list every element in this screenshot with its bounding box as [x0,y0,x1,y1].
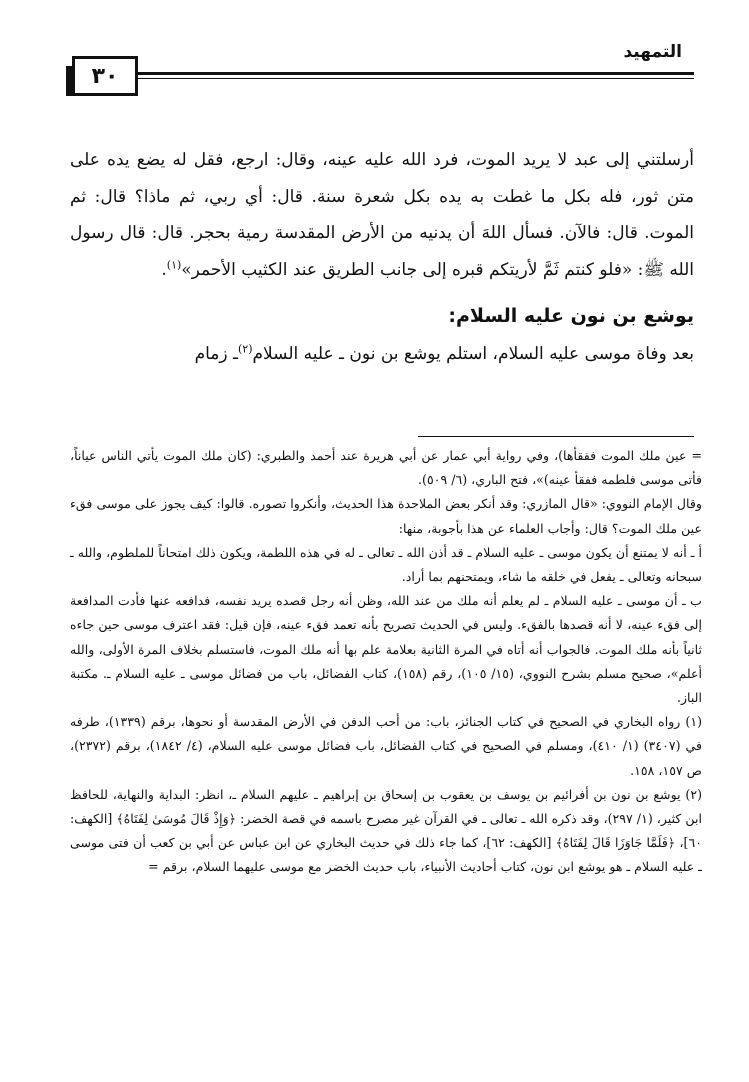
page-number: ٣٠ [72,56,138,96]
footnote-ref: (٢) [237,342,253,356]
header-rule [138,72,694,75]
page-header [72,38,694,108]
footnote-ref: (١) [166,257,182,271]
header-rule-thin [138,78,694,79]
paragraph-end: . [161,259,167,280]
main-text [70,142,694,373]
paragraph-end: ـ زمام [194,344,238,364]
footnote-continuation: = عين ملك الموت ففقأها)، وفي رواية أبي عمار عن أبي هريرة عند أحمد والطبري: (كان ملك الموت يأتي الناس عياناً، فأتى موسى فلطمه ففقأ عينه)»، فتح الباري، (٦/ ٥٠٩). [70,448,702,488]
footnote-continuation: وقال الإمام النووي: «قال المازري: وقد أنكر بعض الملاحدة هذا الحديث، وأنكروا تصوره. قالوا: كيف يجوز على موسى فقء عين ملك الموت؟ قال: وأجاب العلماء عن هذا بأجوبة، منها: [70,496,702,536]
footnotes [70,444,702,880]
footnote-continuation: أ ـ أنه لا يمتنع أن يكون موسى ـ عليه السلام ـ قد أذن الله ـ تعالى ـ له في هذه اللطمة، ويكون ذلك امتحاناً للملطوم، والله ـ سبحانه وتعالى ـ يفعل في خلقه ما شاء، ويمتحنهم بما أراد. [70,544,702,585]
footnote-continuation: ب ـ أن موسى ـ عليه السلام ـ لم يعلم أنه ملك من عند الله، وظن أنه رجل قصده يريد نفسه، فدافعه عنها فأدت المدافعة إلى فقء عينه، لا أنه قصدها بالفقء. وليس في الحديث تصريح بأنه تعمد فقء عينه، فإن قيل: فقد اعترف موسى حين جاءه ثانياً بأنه ملك الموت. فالجواب أنه أتاه في المرة الثانية بعلامة علم بها أنه ملك الموت، فاستسلم بخلاف المرة الأولى، والله أعلم»، صحيح مسلم بشرح النووي، (١٥/ ١٠٥)، رقم (١٥٨)، كتاب الفضائل، باب من فضائل موسى ـ عليه السلام ـ. مكتبة الباز. [70,593,703,706]
footnote-1: (١) رواه البخاري في الصحيح في كتاب الجنائز، باب: من أحب الدفن في الأرض المقدسة أو نحوها، برقم (١٣٣٩)، طرفه في (٣٤٠٧) (١/ ٤١٠)، ومسلم في الصحيح في كتاب الفضائل، باب فضائل موسى عليه السلام، (٤/ ١٨٤٢)، برقم (٢٣٧٢)، ص ١٥٧، ١٥٨. [70,714,702,778]
footnote-separator [418,436,694,437]
paragraph [70,142,694,288]
paragraph [70,336,694,373]
paragraph-text: بعد وفاة موسى عليه السلام، استلم يوشع بن نون ـ عليه السلام [252,344,694,364]
footnote-2: (٢) يوشع بن نون بن أفرائيم بن يوسف بن يعقوب بن إسحاق بن إبراهيم ـ عليهم السلام ـ، انظر: البداية والنهاية، للحافظ ابن كثير، (١/ ٢٩٧)، وقد ذكره الله ـ تعالى ـ في القرآن غير مصرح باسمه في قصة الخضر: ﴿وَإِذْ قَالَ مُوسَىٰ لِفَتَاهُ﴾ [الكهف: ٦٠]، ﴿فَلَمَّا جَاوَزَا قَالَ لِفَتَاهُ﴾ [الكهف: ٦٢]، كما جاء ذلك في حديث البخاري عن ابن عباس عن أبي بن كعب أن فتى موسى ـ عليه السلام ـ هو يوشع ابن نون، كتاب أحاديث الأنبياء، باب حديث الخضر مع موسى عليهما السلام، برقم = [70,786,702,875]
paragraph-text: أرسلتني إلى عبد لا يريد الموت، فرد الله عليه عينه، وقال: ارجع، فقل له يضع يده على متن ثور، فله بكل ما غطت به يده بكل شعرة سنة. قال: أي ربي، ثم ماذا؟ قال: ثم الموت. قال: فالآن. فسأل اللهَ أن يدنيه من الأرض المقدسة رمية بحجر. قال: قال رسول الله ﷺ: «فلو كنتم ثَمَّ لأريتكم قبره إلى جانب الطريق عند الكثيب الأحمر» [70,150,694,280]
section-heading: يوشع بن نون عليه السلام: [448,305,694,327]
running-title: التمهيد [623,42,682,62]
